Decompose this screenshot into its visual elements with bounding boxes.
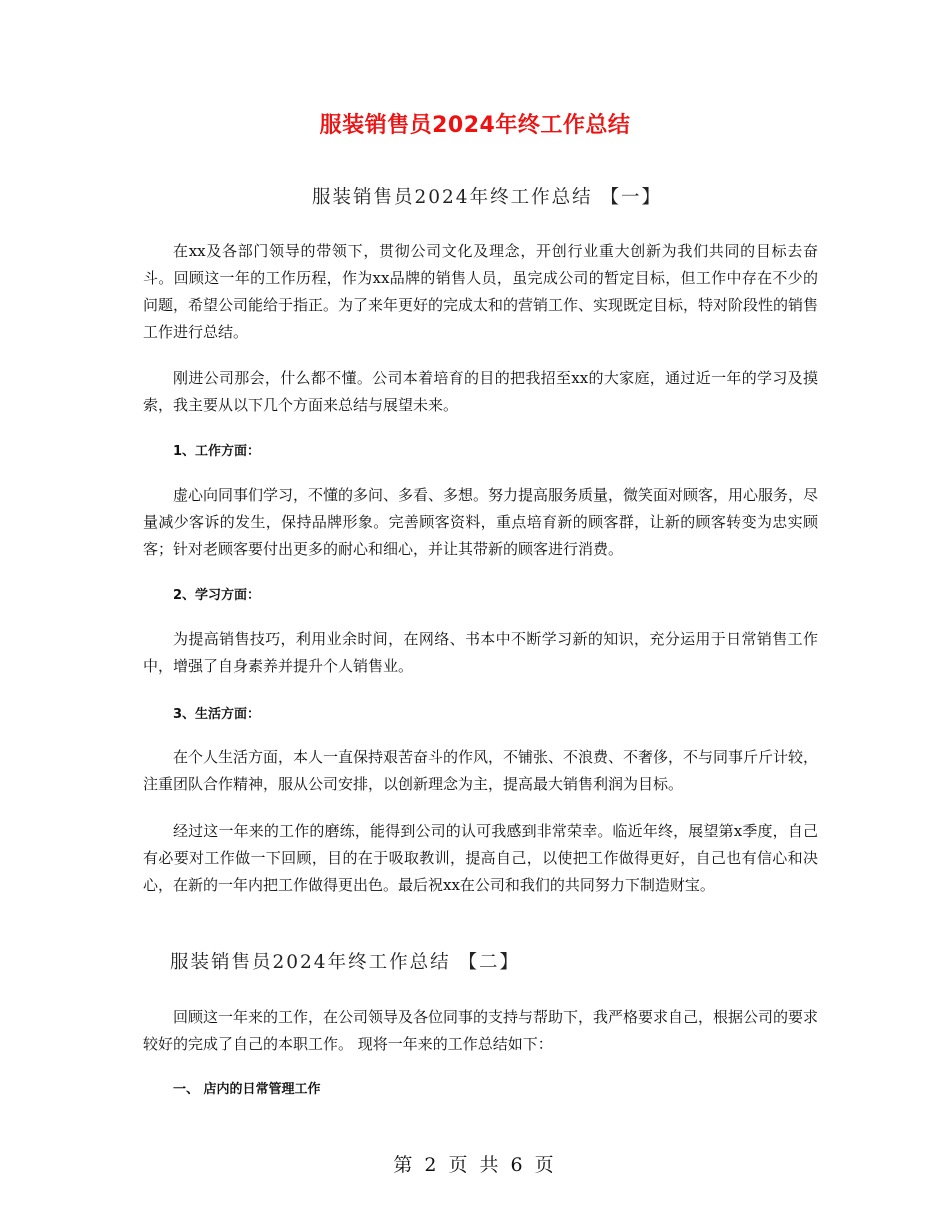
subheading-study: 2、学习方面： [173, 588, 261, 603]
paragraph: 刚进公司那会，什么都不懂。公司本着培育的目的把我招至xx的大家庭，通过近一年的学习及摸索，我主要从以下几个方面来总结与展望未来。 [143, 369, 818, 414]
paragraph: 在xx及各部门领导的带领下，贯彻公司文化及理念，开创行业重大创新为我们共同的目标去奋斗。回顾这一年的工作历程，作为xx品牌的销售人员，虽完成公司的暂定目标，但工作中存在不少的问题，希望公司能给于指正。为了来年更好的完成太和的营销工作、实现既定目标，特对阶段性的销售工作进行总结。 [143, 242, 819, 341]
subheading-life: 3、生活方面： [173, 707, 261, 722]
section-heading-1: 服装销售员2024年终工作总结 【一】 [312, 187, 662, 208]
subheading-work: 1、工作方面： [173, 444, 261, 459]
paragraph: 回顾这一年来的工作，在公司领导及各位同事的支持与帮助下，我严格要求自己，根据公司的要求较好的完成了自己的本职工作。 现将一年来的工作总结如下： [143, 1008, 819, 1053]
section-heading-2: 服装销售员2024年终工作总结 【二】 [170, 952, 520, 973]
document-title: 服装销售员2024年终工作总结 [319, 113, 631, 138]
paragraph: 虚心向同事们学习，不懂的多问、多看、多想。努力提高服务质量，微笑面对顾客，用心服务，尽量减少客诉的发生，保持品牌形象。完善顾客资料，重点培育新的顾客群，让新的顾客转变为忠实顾客；针对老顾客要付出更多的耐心和细心，并让其带新的顾客进行消费。 [143, 486, 819, 558]
paragraph: 在个人生活方面，本人一直保持艰苦奋斗的作风，不铺张、不浪费、不奢侈，不与同事斤斤计较，注重团队合作精神，服从公司安排，以创新理念为主，提高最大销售利润为目标。 [143, 748, 819, 793]
paragraph: 为提高销售技巧，利用业余时间，在网络、书本中不断学习新的知识，充分运用于日常销售工作中，增强了自身素养并提升个人销售业。 [143, 630, 818, 675]
subheading-store-management: 一、 店内的日常管理工作 [173, 1082, 321, 1097]
paragraph: 经过这一年来的工作的磨练，能得到公司的认可我感到非常荣幸。临近年终，展望第x季度，自己有必要对工作做一下回顾，目的在于吸取教训，提高自己，以使把工作做得更好，自己也有信心和决心，在新的一年内把工作做得更出色。最后祝xx在公司和我们的共同努力下制造财宝。 [143, 822, 818, 894]
page-number: 第 2 页 共 6 页 [393, 1154, 557, 1176]
